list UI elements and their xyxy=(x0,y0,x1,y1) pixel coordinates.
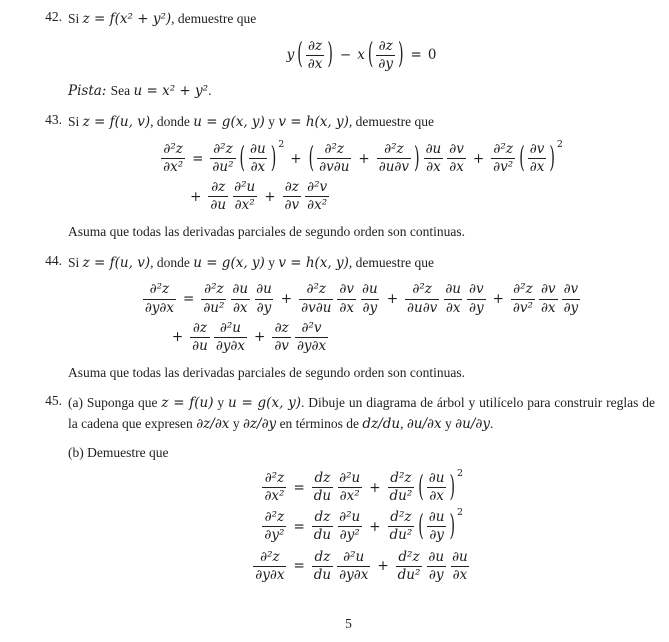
math-operator: + xyxy=(386,291,399,308)
fraction-denominator: ∂u∂v xyxy=(378,159,410,176)
math-fraction xyxy=(299,282,333,315)
math-fraction xyxy=(262,471,286,504)
fraction-numerator: d²z xyxy=(398,548,420,565)
math-fraction xyxy=(272,321,291,354)
math-paren-group xyxy=(518,138,563,176)
text-run: ∂z/∂x xyxy=(196,416,230,433)
fraction-denominator: ∂y² xyxy=(339,527,360,544)
equation-lhs xyxy=(260,510,288,543)
equation-line xyxy=(141,282,582,315)
problem-number: 45. xyxy=(45,393,62,409)
fraction-numerator: ∂z xyxy=(378,37,393,54)
fraction-numerator: ∂²z xyxy=(260,548,280,565)
fraction-denominator: ∂v xyxy=(284,197,300,214)
math-operator: + xyxy=(369,518,381,535)
math-exponent: 2 xyxy=(457,468,464,480)
math-fraction xyxy=(337,550,370,583)
math-fraction xyxy=(305,180,329,213)
fraction-numerator: ∂²u xyxy=(219,319,241,336)
fraction-denominator: du xyxy=(313,566,332,583)
text-run: u = g(x, y) xyxy=(193,254,265,271)
math-fraction xyxy=(427,510,447,543)
math-paren-group xyxy=(417,468,464,505)
problem-hint xyxy=(68,81,655,102)
text-run: , xyxy=(400,416,407,432)
fraction-numerator: ∂u xyxy=(256,281,272,298)
text-run: v = h(x, y) xyxy=(278,114,349,131)
equation-rhs xyxy=(288,550,471,583)
open-paren-glyph: ( xyxy=(367,38,374,72)
fraction-numerator: ∂²u xyxy=(234,179,256,196)
text-run: y xyxy=(441,416,456,432)
page-number: 5 xyxy=(345,615,352,631)
fraction-denominator: ∂x xyxy=(232,299,248,316)
problem-note xyxy=(68,222,655,242)
text-run: y xyxy=(213,395,228,411)
text-run: z = f(u) xyxy=(161,395,214,412)
text-run: (a) Suponga que xyxy=(68,395,162,411)
fraction-numerator: ∂z xyxy=(308,37,323,54)
close-paren-glyph: ) xyxy=(449,471,456,505)
math-paren-group xyxy=(417,507,464,544)
fraction-numerator: ∂²u xyxy=(339,470,361,487)
fraction-numerator: ∂u xyxy=(445,281,461,298)
math-fraction xyxy=(214,321,247,354)
equation-lhs xyxy=(260,471,288,504)
math-operator: + xyxy=(254,329,266,346)
math-operator: + xyxy=(190,188,202,205)
problem-body xyxy=(68,253,655,383)
fraction-denominator: ∂y xyxy=(428,566,444,583)
math-fraction xyxy=(232,180,257,213)
fraction-denominator: ∂x² xyxy=(234,197,255,214)
math-operator: − xyxy=(339,47,352,64)
fraction-numerator: ∂²z xyxy=(412,281,432,298)
fraction-denominator: ∂v² xyxy=(493,159,514,176)
open-paren-glyph: ( xyxy=(418,510,424,544)
text-run: ∂u/∂y xyxy=(455,416,490,433)
fraction-denominator: du² xyxy=(397,566,421,583)
close-paren-glyph: ) xyxy=(397,38,404,72)
math-fraction xyxy=(511,282,535,315)
fraction-denominator: ∂x² xyxy=(163,159,184,176)
problem-44 xyxy=(42,253,655,383)
problem-number: 43. xyxy=(45,112,62,128)
text-run: , demuestre que xyxy=(348,254,434,270)
math-operator: + xyxy=(280,291,293,308)
math-fraction xyxy=(424,142,444,175)
close-paren-glyph: ) xyxy=(449,510,456,544)
text-run: Pista: xyxy=(68,82,111,99)
fraction-denominator: ∂x xyxy=(529,159,545,176)
fraction-numerator: ∂²z xyxy=(213,140,233,157)
text-run: u = g(x, y) xyxy=(193,114,265,131)
math-operator: + xyxy=(369,479,381,496)
fraction-numerator: ∂²z xyxy=(204,281,224,298)
fraction-numerator: ∂z xyxy=(284,179,299,196)
math-fraction xyxy=(427,471,447,504)
math-operator: + xyxy=(472,150,485,167)
text-run: ∂z/∂y xyxy=(242,416,277,433)
fraction-numerator: d²z xyxy=(390,470,412,487)
math-fraction xyxy=(312,471,333,504)
fraction-numerator: ∂²z xyxy=(384,140,404,157)
equation-display xyxy=(159,138,564,214)
equation-line xyxy=(185,180,564,213)
text-run: , donde xyxy=(150,254,194,270)
math-fraction xyxy=(450,550,470,583)
text-run: ∂u/∂x xyxy=(406,416,442,433)
fraction-denominator: ∂y xyxy=(362,299,378,316)
fraction-numerator: ∂²z xyxy=(513,281,533,298)
math-fraction xyxy=(491,142,515,175)
math-fraction xyxy=(295,321,328,354)
text-run: . Dibuje un diagrama de árbol y utilícelo para construir reglas de la cadena que expresen xyxy=(68,395,655,432)
close-paren-glyph: ) xyxy=(414,142,420,175)
problem-number: 44. xyxy=(45,252,62,268)
fraction-denominator: ∂u² xyxy=(212,159,234,176)
math-fraction xyxy=(426,550,446,583)
math-operator: + xyxy=(171,329,184,346)
math-variable: y xyxy=(286,47,295,64)
math-operator: = xyxy=(293,558,305,575)
fraction-denominator: ∂y∂x xyxy=(296,337,327,354)
open-paren-glyph: ( xyxy=(308,142,315,175)
fraction-numerator: ∂²u xyxy=(343,548,365,565)
text-run: Asuma que todas las derivadas parciales de segundo orden son continuas. xyxy=(68,364,466,380)
fraction-numerator: ∂v xyxy=(469,281,484,298)
close-paren-glyph: ) xyxy=(327,38,333,72)
math-operator: = xyxy=(192,150,204,167)
fraction-numerator: ∂z xyxy=(274,319,289,336)
math-paren-group xyxy=(296,39,334,72)
text-run: z = f(u, v) xyxy=(82,114,151,131)
fraction-numerator: ∂v xyxy=(563,281,579,298)
fraction-numerator: ∂²z xyxy=(149,281,170,298)
fraction-denominator: ∂y xyxy=(378,55,393,72)
math-fraction xyxy=(528,142,547,175)
equation-lhs xyxy=(251,550,288,583)
fraction-numerator: ∂²z xyxy=(493,140,513,157)
math-operator: + xyxy=(377,558,389,575)
fraction-numerator: ∂²z xyxy=(306,281,327,298)
math-fraction xyxy=(208,180,228,213)
math-number: 0 xyxy=(427,47,437,64)
fraction-denominator: ∂x xyxy=(307,55,323,72)
math-fraction xyxy=(210,142,235,175)
text-run: Si xyxy=(68,114,83,130)
math-fraction xyxy=(337,471,362,504)
close-paren-glyph: ) xyxy=(270,142,277,175)
fraction-denominator: ∂x² xyxy=(307,197,328,214)
text-run: y xyxy=(264,254,279,270)
fraction-denominator: ∂y∂x xyxy=(215,337,246,354)
fraction-denominator: ∂v∂u xyxy=(301,299,332,316)
math-fraction xyxy=(283,180,302,213)
fraction-denominator: ∂x xyxy=(429,488,444,505)
math-operator: + xyxy=(492,291,504,308)
fraction-numerator: dz xyxy=(314,509,331,526)
fraction-numerator: ∂u xyxy=(428,509,445,526)
fraction-numerator: ∂u xyxy=(428,470,445,487)
fraction-numerator: ∂²u xyxy=(339,509,361,526)
fraction-denominator: ∂y xyxy=(256,299,272,316)
fraction-numerator: d²z xyxy=(390,509,412,526)
math-fraction xyxy=(447,142,466,175)
fraction-denominator: ∂x xyxy=(445,299,461,316)
fraction-denominator: ∂y² xyxy=(264,527,285,544)
equation-line xyxy=(286,39,438,72)
fraction-numerator: ∂v xyxy=(529,140,545,157)
text-run: Si xyxy=(68,11,83,26)
fraction-denominator: ∂y∂x xyxy=(339,566,369,583)
open-paren-glyph: ( xyxy=(239,142,246,175)
fraction-numerator: dz xyxy=(314,470,331,487)
fraction-numerator: ∂z xyxy=(211,179,226,196)
math-fraction xyxy=(388,510,415,543)
math-fraction xyxy=(396,550,423,583)
problem-43 xyxy=(42,112,655,242)
equation-line xyxy=(167,321,582,354)
fraction-denominator: ∂y∂x xyxy=(144,299,175,316)
math-fraction xyxy=(405,282,439,315)
fraction-numerator: dz xyxy=(314,548,331,565)
math-fraction xyxy=(262,510,286,543)
fraction-denominator: du xyxy=(313,527,332,544)
fraction-denominator: ∂x² xyxy=(264,488,285,505)
fraction-numerator: ∂u xyxy=(232,281,249,298)
math-fraction xyxy=(443,282,463,315)
math-fraction xyxy=(190,321,210,354)
problem-note xyxy=(68,363,655,383)
math-operator: + xyxy=(290,150,302,167)
math-fraction xyxy=(376,39,395,72)
math-paren-group xyxy=(308,142,421,175)
equation-display xyxy=(141,282,582,353)
fraction-numerator: ∂²z xyxy=(163,140,183,157)
part-a-text xyxy=(68,393,655,434)
equation-rhs xyxy=(288,468,471,505)
fraction-denominator: ∂u∂v xyxy=(407,299,438,316)
fraction-numerator: ∂u xyxy=(362,281,378,298)
math-fraction xyxy=(317,142,351,175)
math-fraction xyxy=(337,282,356,315)
text-run: , demuestre que xyxy=(348,114,434,130)
fraction-denominator: ∂u xyxy=(192,337,208,354)
math-operator: = xyxy=(410,47,422,64)
text-run: dz/du xyxy=(362,416,401,433)
fraction-numerator: ∂u xyxy=(425,140,442,157)
fraction-denominator: ∂x² xyxy=(339,488,360,505)
fraction-denominator: ∂y xyxy=(469,299,484,316)
math-operator: + xyxy=(264,188,276,205)
math-fraction xyxy=(539,282,558,315)
fraction-denominator: ∂u xyxy=(210,197,227,214)
fraction-numerator: ∂²z xyxy=(264,470,285,487)
problem-statement xyxy=(68,253,655,274)
fraction-denominator: ∂u² xyxy=(203,299,225,316)
math-fraction xyxy=(254,282,274,315)
text-run: v = h(x, y) xyxy=(278,254,349,271)
math-operator: + xyxy=(358,150,370,167)
part-b-text xyxy=(68,443,655,463)
fraction-numerator: ∂u xyxy=(428,548,445,565)
math-fraction xyxy=(161,142,185,175)
math-fraction xyxy=(337,510,362,543)
open-paren-glyph: ( xyxy=(418,471,424,505)
math-exponent: 2 xyxy=(278,138,285,150)
text-run: en términos de xyxy=(276,416,363,432)
text-run: u = x² + y² xyxy=(133,82,209,99)
text-run: Asuma que todas las derivadas parciales de segundo orden son continuas. xyxy=(68,224,466,240)
fraction-denominator: ∂x xyxy=(452,566,468,583)
text-run: , donde xyxy=(150,114,194,130)
open-paren-glyph: ( xyxy=(297,38,303,72)
fraction-numerator: ∂u xyxy=(250,140,266,157)
math-exponent: 2 xyxy=(457,507,464,519)
math-fraction xyxy=(253,550,286,583)
text-run: . xyxy=(489,416,494,432)
problem-statement xyxy=(68,112,655,133)
text-run: . xyxy=(208,82,212,98)
open-paren-glyph: ( xyxy=(519,142,525,175)
text-run: y xyxy=(264,114,279,130)
text-run: (b) Demuestre que xyxy=(68,444,169,460)
problem-body xyxy=(68,9,655,101)
math-fraction xyxy=(377,142,411,175)
text-run: , demuestre que xyxy=(171,11,257,26)
math-fraction xyxy=(143,282,176,315)
fraction-numerator: ∂²v xyxy=(307,179,328,196)
fraction-numerator: ∂u xyxy=(452,548,468,565)
fraction-denominator: ∂v xyxy=(274,337,289,354)
equation-rhs xyxy=(288,507,471,544)
problem-45 xyxy=(42,393,655,591)
problem-42 xyxy=(42,9,655,101)
text-run: z = f(x² + y²) xyxy=(82,11,172,27)
fraction-numerator: ∂z xyxy=(192,319,208,336)
text-run: Si xyxy=(68,254,83,270)
math-paren-group xyxy=(367,39,405,72)
equation-display xyxy=(286,39,438,72)
math-fraction xyxy=(230,282,250,315)
text-run: u = g(x, y) xyxy=(227,395,302,412)
math-exponent: 2 xyxy=(556,138,563,150)
problem-number: 42. xyxy=(45,9,62,24)
math-fraction xyxy=(562,282,581,315)
math-fraction xyxy=(312,550,333,583)
fraction-denominator: ∂x xyxy=(426,159,441,176)
math-fraction xyxy=(306,39,325,72)
math-fraction xyxy=(360,282,380,315)
fraction-numerator: ∂²v xyxy=(301,319,322,336)
fraction-denominator: ∂y xyxy=(429,527,444,544)
math-fraction xyxy=(201,282,226,315)
text-run: Sea xyxy=(110,82,134,98)
fraction-numerator: ∂²z xyxy=(264,509,285,526)
fraction-denominator: ∂x xyxy=(449,159,464,176)
math-fraction xyxy=(248,142,268,175)
equation-line xyxy=(159,138,564,176)
fraction-denominator: du² xyxy=(389,527,413,544)
fraction-denominator: du² xyxy=(389,488,413,505)
math-operator: = xyxy=(183,291,195,308)
fraction-numerator: ∂v xyxy=(449,140,464,157)
fraction-denominator: ∂y∂x xyxy=(255,566,285,583)
problem-body xyxy=(68,393,655,591)
fraction-numerator: ∂v xyxy=(339,281,355,298)
close-paren-glyph: ) xyxy=(549,142,555,175)
equation-display xyxy=(251,468,472,583)
math-operator: = xyxy=(293,518,305,535)
math-fraction xyxy=(388,471,415,504)
text-run: z = f(u, v) xyxy=(82,254,151,271)
fraction-numerator: ∂v xyxy=(540,281,556,298)
math-paren-group xyxy=(239,138,285,176)
fraction-denominator: ∂x xyxy=(540,299,556,316)
problem-statement xyxy=(68,9,655,30)
fraction-denominator: ∂v² xyxy=(512,299,533,316)
math-operator: = xyxy=(293,479,305,496)
fraction-denominator: ∂v∂u xyxy=(319,159,350,176)
fraction-numerator: ∂²z xyxy=(324,140,345,157)
math-fraction xyxy=(467,282,486,315)
fraction-denominator: du xyxy=(313,488,332,505)
problem-body xyxy=(68,112,655,242)
fraction-denominator: ∂x xyxy=(339,299,355,316)
fraction-denominator: ∂x xyxy=(250,159,266,176)
math-variable: x xyxy=(357,47,365,64)
fraction-denominator: ∂y xyxy=(563,299,579,316)
text-run: y xyxy=(229,416,243,432)
math-fraction xyxy=(312,510,333,543)
